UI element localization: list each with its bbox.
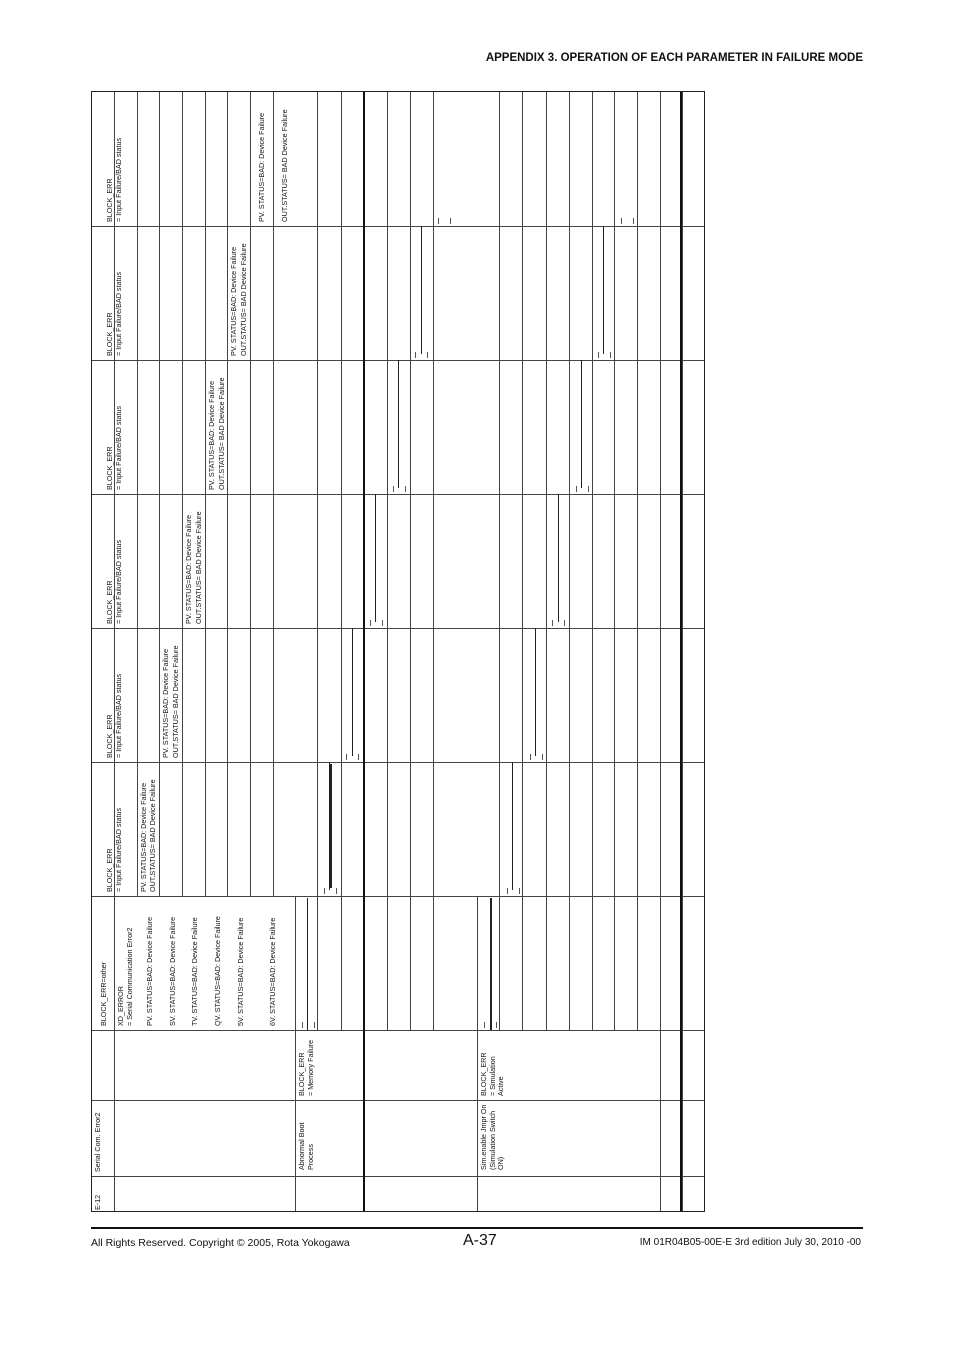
column-line: [546, 92, 547, 1030]
step-line: [603, 226, 604, 354]
column-line: [341, 92, 342, 1030]
ai4-pv-status: PV. STATUS=BAD: Device Failure: [207, 380, 216, 490]
footer-copyright: All Rights Reserved. Copyright © 2005, Rota Yokogawa: [91, 1237, 350, 1249]
column-line: [569, 92, 570, 1030]
ai3-out-status: OUT.STATUS= BAD Device Failure: [194, 511, 203, 624]
tick: [519, 888, 520, 894]
error-code: E-12: [93, 1194, 102, 1210]
block-err-memory: BLOCK_ERR = Memory Failure: [297, 1039, 315, 1096]
tick: [530, 754, 531, 760]
column-line: [137, 92, 138, 896]
step-line: [490, 898, 492, 1030]
column-line: [114, 92, 115, 1211]
band-line: [92, 1176, 704, 1177]
column-line: [682, 92, 683, 1211]
ai5-block-err: BLOCK_ERR = Input Failure/BAD status: [105, 271, 123, 356]
thick-divider: [680, 92, 682, 1211]
column-line: [522, 92, 523, 1030]
footer-rule: [91, 1227, 863, 1229]
tick: [415, 352, 416, 358]
tick: [427, 352, 428, 358]
tick: [438, 218, 439, 224]
rb-sv-status: SV. STATUS=BAD: Device Failure: [168, 916, 177, 1026]
tick: [484, 1022, 485, 1028]
tick: [393, 486, 394, 492]
band-line: [92, 226, 704, 227]
step-line: [421, 226, 422, 354]
footer-doc-id: IM 01R04B05-00E-E 3rd edition July 30, 2010 -00: [639, 1237, 861, 1248]
step-line: [581, 360, 582, 488]
tick: [552, 620, 553, 626]
ai6-out-status: OUT.STATUS= BAD Device Failure: [280, 109, 289, 222]
step-line: [330, 764, 332, 888]
tick: [314, 1022, 315, 1028]
tick: [382, 620, 383, 626]
ai3-pv-status: PV. STATUS=BAD: Device Failure: [184, 514, 193, 624]
condition-serial-com: Serial Com. Error2: [93, 1112, 102, 1172]
column-line: [410, 92, 411, 1030]
tick: [324, 888, 325, 894]
step-line: [375, 494, 376, 622]
tick: [496, 1022, 497, 1028]
ai2-block-err: BLOCK_ERR = Input Failure/BAD status: [105, 673, 123, 758]
step-line: [398, 360, 399, 488]
rb-6v-status: 6V. STATUS=BAD: Device Failure: [268, 917, 277, 1026]
column-line: [273, 92, 274, 896]
band-line: [92, 896, 704, 897]
tick: [588, 486, 589, 492]
ai3-block-err: BLOCK_ERR = Input Failure/BAD status: [105, 539, 123, 624]
tick: [576, 486, 577, 492]
column-line: [182, 92, 183, 896]
page-header: APPENDIX 3. OPERATION OF EACH PARAMETER IN FAILURE MODE: [485, 52, 863, 64]
column-line: [614, 92, 615, 1030]
rb-xd-error: XD_ERROR = Serial Communication Error2: [116, 927, 134, 1026]
ai4-out-status: OUT.STATUS= BAD Device Failure: [217, 377, 226, 490]
column-line: [317, 92, 318, 1030]
rb-pv-status: PV. STATUS=BAD: Device Failure: [145, 916, 154, 1026]
tick: [633, 218, 634, 224]
rb-tv-status: TV. STATUS=BAD: Device Failure: [190, 917, 199, 1026]
column-line: [499, 92, 500, 1030]
tick: [346, 754, 347, 760]
rb-5v-status: 5V. STATUS=BAD: Device Failure: [236, 917, 245, 1026]
column-line: [477, 896, 478, 1211]
column-line: [250, 92, 251, 896]
tick: [336, 888, 337, 894]
tick: [358, 754, 359, 760]
step-line: [558, 494, 559, 622]
band-line: [92, 1100, 704, 1101]
column-line: [387, 92, 388, 1030]
ai2-out-status: OUT.STATUS= BAD Device Failure: [171, 645, 180, 758]
ai2-pv-status: PV. STATUS=BAD: Device Failure: [161, 648, 170, 758]
tick: [507, 888, 508, 894]
column-line: [227, 92, 228, 896]
column-line: [205, 92, 206, 896]
step-line: [512, 762, 513, 890]
condition-abnormal-boot: Abnormal Boot Process: [297, 1122, 315, 1170]
band-line: [92, 1030, 704, 1031]
ai1-block-err: BLOCK_ERR = Input Failure/BAD status: [105, 807, 123, 892]
column-line: [637, 92, 638, 1030]
band-line: [92, 762, 704, 763]
block-err-simulation: BLOCK_ERR = Simulation Active: [479, 1052, 505, 1096]
column-line: [592, 92, 593, 1030]
ai6-block-err: BLOCK_ERR = Input Failure/BAD status: [105, 137, 123, 222]
ai4-block-err: BLOCK_ERR = Input Failure/BAD status: [105, 405, 123, 490]
tick: [370, 620, 371, 626]
ai5-pv-status: PV. STATUS=BAD: Device Failure: [229, 246, 238, 356]
page-number: A-37: [463, 1232, 497, 1249]
step-line: [307, 898, 308, 1030]
column-line: [433, 92, 434, 1030]
tick: [621, 218, 622, 224]
ai1-out-status: OUT.STATUS= BAD Device Failure: [148, 779, 157, 892]
ai6-pv-status: PV. STATUS=BAD: Device Failure: [257, 112, 266, 222]
ai1-pv-status: PV. STATUS=BAD: Device Failure: [139, 782, 148, 892]
failure-mode-table: [91, 91, 705, 1212]
tick: [450, 218, 451, 224]
band-line: [92, 494, 704, 495]
tick: [542, 754, 543, 760]
tick: [302, 1022, 303, 1028]
thick-divider: [363, 92, 365, 1211]
condition-sim-jumper: Sim.enable Jmpr On (Simulation Switch ON): [479, 1104, 505, 1170]
column-line: [295, 896, 296, 1211]
ai5-out-status: OUT.STATUS= BAD Device Failure: [239, 243, 248, 356]
step-line: [535, 628, 536, 756]
tick: [610, 352, 611, 358]
rb-qv-status: QV. STATUS=BAD: Device Failure: [213, 916, 222, 1026]
column-line: [660, 92, 661, 1211]
tick: [564, 620, 565, 626]
band-line: [92, 628, 704, 629]
tick: [598, 352, 599, 358]
step-line: [352, 628, 353, 756]
column-line: [159, 92, 160, 896]
rb-block-err: BLOCK_ERR=other: [99, 961, 108, 1026]
tick: [405, 486, 406, 492]
